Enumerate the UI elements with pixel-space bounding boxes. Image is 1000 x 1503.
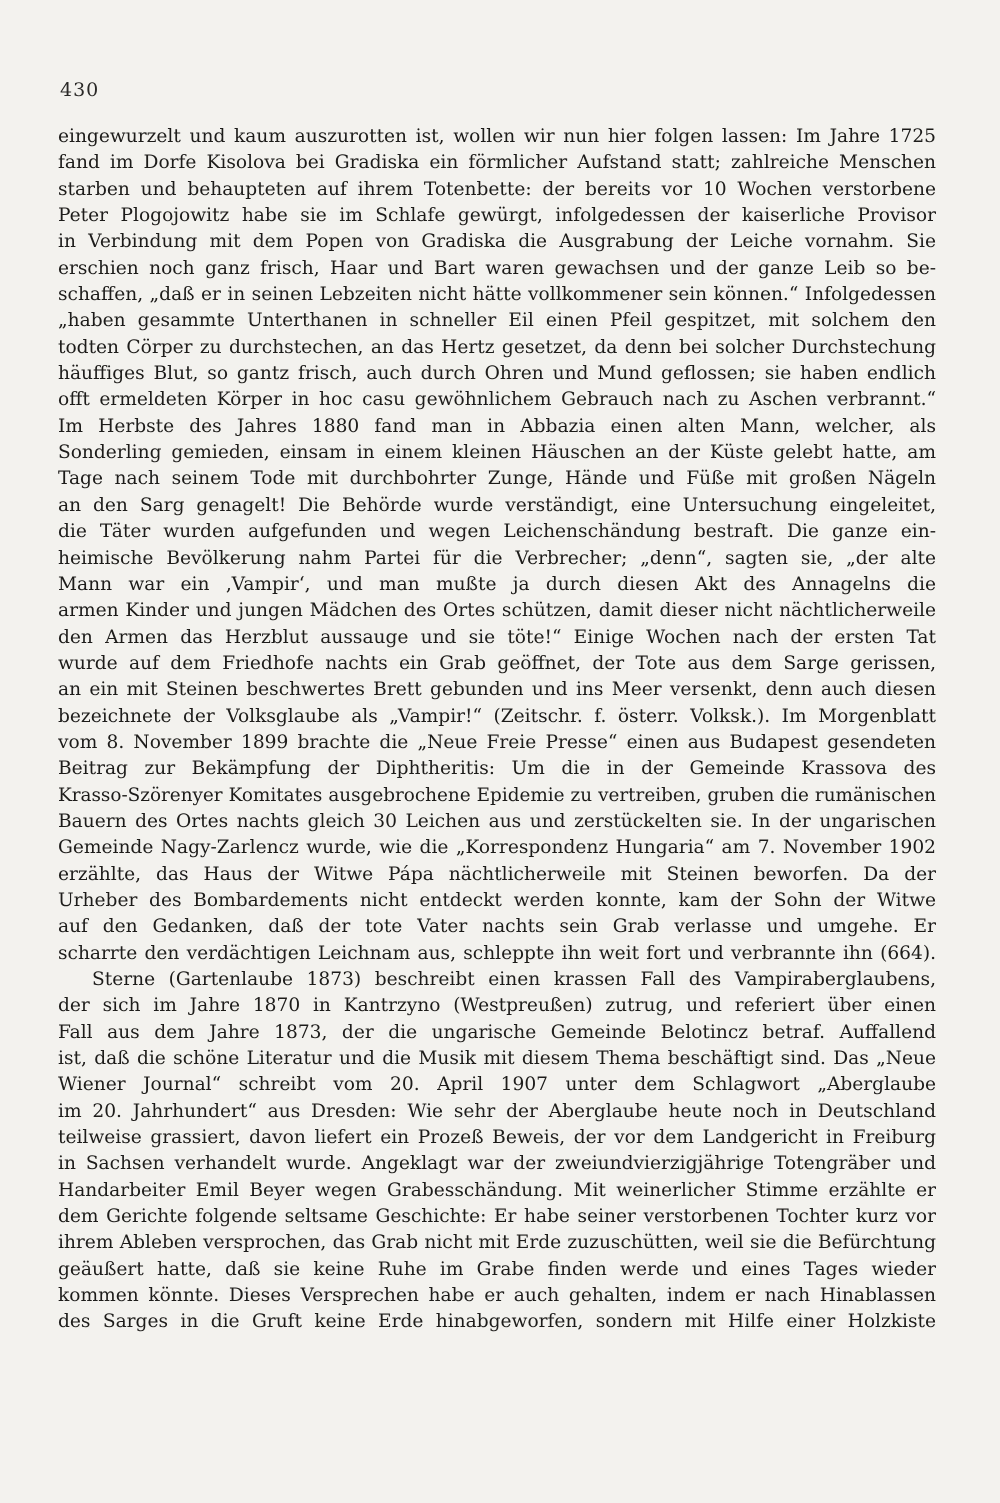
text-line: armen Kinder und jungen Mädchen des Ortes schützen, damit dieser nicht nächtlicherweile [58,600,936,622]
text-line: eingewurzelt und kaum auszurotten ist, wollen wir nun hier folgen lassen: Im Jahre 1725 [58,126,936,147]
text-line: Handarbeiter Emil Beyer wegen Grabesschändung. Mit weinerlicher Stimme erzählte er [58,1179,936,1201]
text-line: in Verbindung mit dem Popen von Gradiska die Ausgrabung der Leiche vornahm. Sie [58,231,936,253]
text-line: bezeichnete der Volksglaube als „Vampir!“ (Zeitschr. f. österr. Volksk.). Im Morgenblatt [58,705,936,727]
text-line: geäußert hatte, daß sie keine Ruhe im Grabe finden werde und eines Tages wieder [58,1258,936,1280]
text-line: des Sarges in die Gruft keine Erde hinabgeworfen, sondern mit Hilfe einer Holzkiste [58,1311,936,1333]
text-line: Urheber des Bombardements nicht entdeckt werden konnte, kam der Sohn der Witwe [58,889,936,911]
text-line: an den Sarg genagelt! Die Behörde wurde verständigt, eine Untersuchung eingeleitet, [58,494,936,516]
text-line: den Armen das Herzblut aussauge und sie töte!“ Einige Wochen nach der ersten Tat [58,626,936,648]
text-line: heimische Bevölkerung nahm Partei für die Verbrecher; „denn“, sagten sie, „der alte [58,547,936,569]
text-line: die Täter wurden aufgefunden und wegen Leichenschändung bestraft. Die ganze ein- [58,521,936,543]
text-line: offt ermeldeten Körper in hoc casu gewöhnlichem Gebrauch nach zu Aschen verbrannt.“ [58,389,936,411]
text-line: Fall aus dem Jahre 1873, der die ungarische Gemeinde Belotincz betraf. Auffallend [58,1021,936,1043]
text-line: ihrem Ableben versprochen, das Grab nicht mit Erde zuzuschütten, weil sie die Befürchtung [58,1232,936,1254]
text-line: in Sachsen verhandelt wurde. Angeklagt war der zweiundvierzigjährige Totengräber und [58,1153,936,1175]
text-line: an ein mit Steinen beschwertes Brett gebunden und ins Meer versenkt, denn auch diesen [58,679,936,701]
text-line: erzählte, das Haus der Witwe Pápa nächtlicherweile mit Steinen beworfen. Da der [58,863,936,885]
body-text [58,124,936,1336]
text-line: fand im Dorfe Kisolova bei Gradiska ein förmlicher Aufstand statt; zahlreiche Menschen [58,152,936,174]
text-line: im 20. Jahrhundert“ aus Dresden: Wie sehr der Aberglaube heute noch in Deutschland [58,1100,936,1122]
text-line: todten Cörper zu durchstechen, an das Hertz gesetzet, da denn bei solcher Durchstechung [58,336,936,358]
text-line: Krasso-Szörenyer Komitates ausgebrochene Epidemie zu vertreiben, gruben die rumänischen [58,784,936,806]
text-line: Bauern des Ortes nachts gleich 30 Leichen aus und zerstückelten sie. In der ungarischen [58,810,936,832]
text-line: vom 8. November 1899 brachte die „Neue Freie Presse“ einen aus Budapest gesendeten [58,731,936,753]
text-line: Im Herbste des Jahres 1880 fand man in Abbazia einen alten Mann, welcher, als [58,415,936,437]
text-line: Sonderling gemieden, einsam in einem kleinen Häuschen an der Küste gelebt hatte, am [58,442,936,464]
text-line: der sich im Jahre 1870 in Kantrzyno (Westpreußen) zutrug, und referiert über einen [58,995,936,1017]
text-line: ist, daß die schöne Literatur und die Musik mit diesem Thema beschäftigt sind. Das „Neue [58,1048,936,1070]
text-line: Tage nach seinem Tode mit durchbohrter Zunge, Hände und Füße mit großen Nägeln [58,468,936,490]
text-line: Wiener Journal“ schreibt vom 20. April 1907 unter dem Schlagwort „Aberglaube [58,1074,936,1096]
text-line: Sterne (Gartenlaube 1873) beschreibt einen krassen Fall des Vampiraberglaubens, [92,969,936,990]
text-line: Peter Plogojowitz habe sie im Schlafe gewürgt, infolgedessen der kaiserliche Provisor [58,205,936,227]
text-line: „haben gesammte Unterthanen in schneller Eil einen Pfeil gespitzet, mit solchem den [58,310,936,332]
text-line: Mann war ein ‚Vampir‘, und man mußte ja durch diesen Akt des Annagelns die [58,573,936,595]
text-line: häuffiges Blut, so gantz frisch, auch durch Ohren und Mund geflossen; sie haben endlich [58,363,936,385]
text-line: kommen könnte. Dieses Versprechen habe er auch gehalten, indem er nach Hinablassen [58,1285,936,1307]
text-line: starben und behaupteten auf ihrem Totenbette: der bereits vor 10 Wochen verstorbene [58,178,936,200]
text-line: auf den Gedanken, daß der tote Vater nachts sein Grab verlasse und umgehe. Er [58,916,936,938]
text-line: teilweise grassiert, davon liefert ein Prozeß Beweis, der vor dem Landgericht in Freiburg [58,1127,936,1149]
text-line: Beitrag zur Bekämpfung der Diphtheritis: Um die in der Gemeinde Krassova des [58,758,936,780]
text-line: dem Gerichte folgende seltsame Geschichte: Er habe seiner verstorbenen Tochter kurz vor [58,1206,936,1228]
text-line: schaffen, „daß er in seinen Lebzeiten nicht hätte vollkommener sein können.“ Infolgedessen [58,284,936,306]
text-line: scharrte den verdächtigen Leichnam aus, schleppte ihn weit fort und verbrannte ihn (664). [58,942,936,964]
text-line: Gemeinde Nagy-Zarlencz wurde, wie die „Korrespondenz Hungaria“ am 7. November 1902 [58,837,936,859]
text-line: wurde auf dem Friedhofe nachts ein Grab geöffnet, der Tote aus dem Sarge gerissen, [58,652,936,674]
page-number: 430 [60,79,100,101]
text-line: erschien noch ganz frisch, Haar und Bart waren gewachsen und der ganze Leib so be- [58,257,936,279]
